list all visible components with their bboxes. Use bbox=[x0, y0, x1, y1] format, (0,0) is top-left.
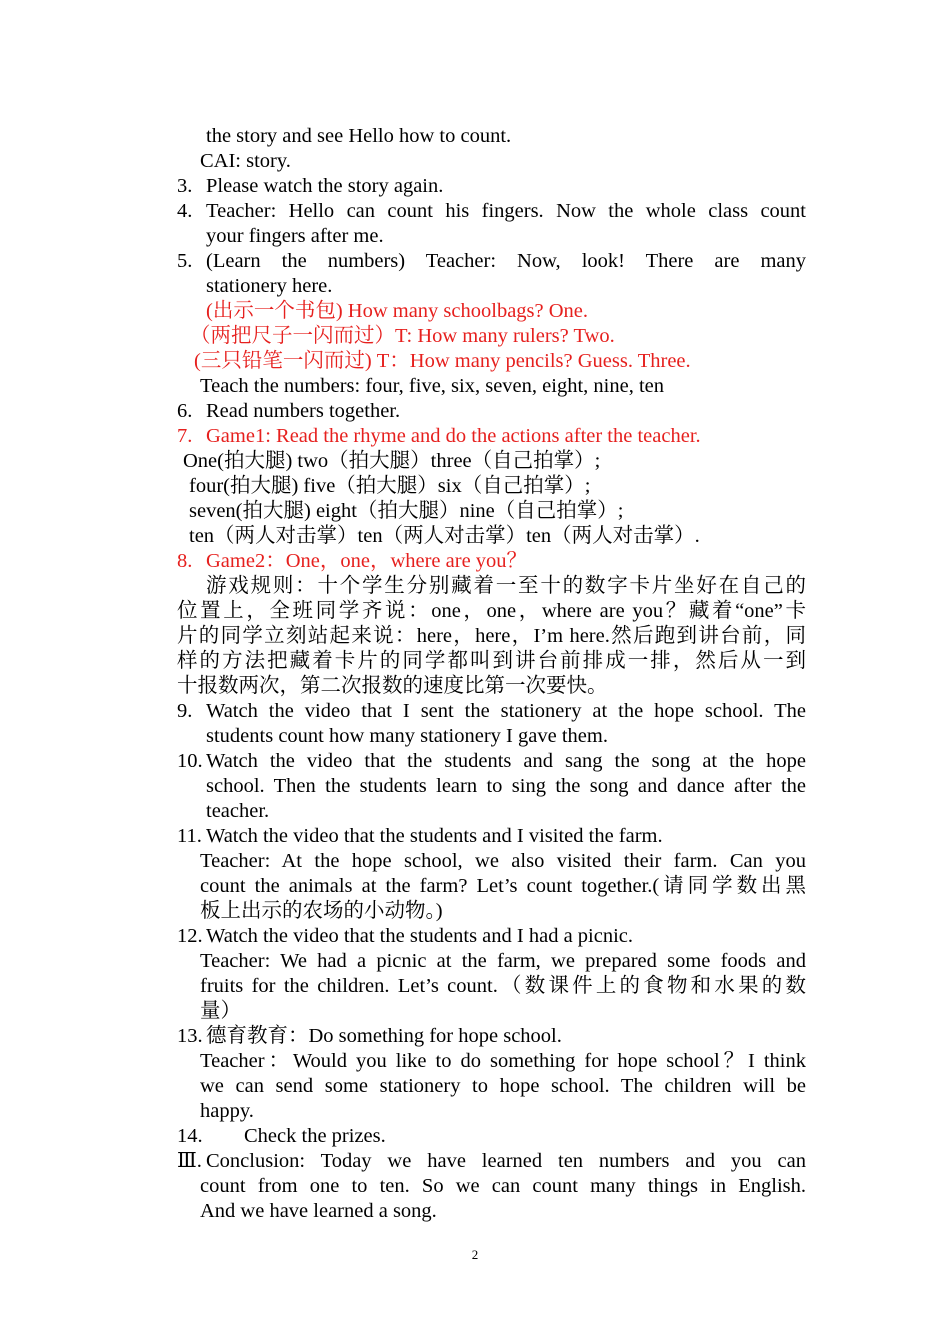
text-line: teacher. bbox=[206, 800, 270, 822]
text-line: Teach the numbers: four, five, six, seven, eight, nine, ten bbox=[200, 375, 664, 397]
list-number: 8. bbox=[177, 550, 193, 572]
text-line: fruits for the children. Let’s count.（数课件上的食物和水果的数 bbox=[200, 975, 806, 997]
list-number: 12. bbox=[177, 925, 203, 947]
text-line: 样的方法把藏着卡片的同学都叫到讲台前排成一排，然后从一到 bbox=[177, 650, 806, 672]
text-line: count the animals at the farm? Let’s count together.(请同学数出黑 bbox=[200, 875, 806, 897]
text-line: 位置上，全班同学齐说：one，one，where are you？藏着“one”卡 bbox=[177, 600, 806, 622]
text-line: happy. bbox=[200, 1100, 254, 1122]
text-line: Check the prizes. bbox=[244, 1125, 386, 1147]
list-number: 5. bbox=[177, 250, 193, 272]
text-line: 德育教育：Do something for hope school. bbox=[206, 1025, 562, 1047]
text-line: Teacher：Would you like to do something for hope school？I think bbox=[200, 1050, 806, 1072]
text-line: CAI: story. bbox=[200, 150, 291, 172]
text-line: 板上出示的农场的小动物。) bbox=[200, 900, 443, 922]
list-number: 11. bbox=[177, 825, 202, 847]
text-line-red: (三只铅笔一闪而过) T：How many pencils? Guess. Three. bbox=[194, 350, 691, 372]
text-line: And we have learned a song. bbox=[200, 1200, 437, 1222]
text-line: 游戏规则：十个学生分别藏着一至十的数字卡片坐好在自己的 bbox=[206, 575, 806, 597]
text-line: Watch the video that the students and I visited the farm. bbox=[206, 825, 663, 847]
text-line: students count how many stationery I gave them. bbox=[206, 725, 608, 747]
text-line: school. Then the students learn to sing the song and dance after the bbox=[206, 775, 806, 797]
text-line: Conclusion: Today we have learned ten numbers and you can bbox=[206, 1150, 806, 1172]
text-line: Watch the video that the students and I had a picnic. bbox=[206, 925, 634, 947]
text-line: 十报数两次，第二次报数的速度比第一次要快。 bbox=[177, 675, 608, 697]
text-line-red: Game1: Read the rhyme and do the actions after the teacher. bbox=[206, 425, 701, 447]
text-line: seven(拍大腿) eight（拍大腿）nine（自己拍掌）; bbox=[189, 500, 624, 522]
text-line-red: （两把尺子一闪而过）T: How many rulers? Two. bbox=[190, 325, 615, 347]
text-line: Please watch the story again. bbox=[206, 175, 444, 197]
list-number: 7. bbox=[177, 425, 193, 447]
text-line: Teacher: At the hope school, we also visited their farm. Can you bbox=[200, 850, 806, 872]
text-line: four(拍大腿) five（拍大腿）six（自己拍掌）; bbox=[189, 475, 591, 497]
text-line: stationery here. bbox=[206, 275, 333, 297]
list-number: 4. bbox=[177, 200, 193, 222]
text-line: (Learn the numbers) Teacher: Now, look! There are many bbox=[206, 250, 806, 272]
page-number: 2 bbox=[471, 1247, 479, 1262]
section-number: Ⅲ. bbox=[177, 1150, 202, 1172]
text-line-red: Game2：One，one，where are you？ bbox=[206, 550, 528, 572]
text-line: 片的同学立刻站起来说：here，here，I’m here.然后跑到讲台前，同 bbox=[177, 625, 806, 647]
text-line: Read numbers together. bbox=[206, 400, 401, 422]
text-line: Watch the video that the students and sang the song at the hope bbox=[206, 750, 806, 772]
text-line: count from one to ten. So we can count many things in English. bbox=[200, 1175, 806, 1197]
text-line: we can send some stationery to hope school. The children will be bbox=[200, 1075, 806, 1097]
text-line-red: (出示一个书包) How many schoolbags? One. bbox=[206, 300, 589, 322]
text-line: Watch the video that I sent the stationery at the hope school. The bbox=[206, 700, 806, 722]
list-number: 10. bbox=[177, 750, 203, 772]
text-line: Teacher: Hello can count his fingers. Now the whole class count bbox=[206, 200, 806, 222]
text-line: 量） bbox=[200, 1000, 241, 1022]
list-number: 13. bbox=[177, 1025, 203, 1047]
text-line: ten（两人对击掌）ten（两人对击掌）ten（两人对击掌）. bbox=[189, 525, 700, 547]
text-line: your fingers after me. bbox=[206, 225, 384, 247]
list-number: 9. bbox=[177, 700, 193, 722]
list-number: 14. bbox=[177, 1125, 203, 1147]
list-number: 6. bbox=[177, 400, 193, 422]
text-line: One(拍大腿) two（拍大腿）three（自己拍掌）; bbox=[183, 450, 601, 472]
list-number: 3. bbox=[177, 175, 193, 197]
text-line: Teacher: We had a picnic at the farm, we prepared some foods and bbox=[200, 950, 806, 972]
text-line: the story and see Hello how to count. bbox=[206, 125, 512, 147]
